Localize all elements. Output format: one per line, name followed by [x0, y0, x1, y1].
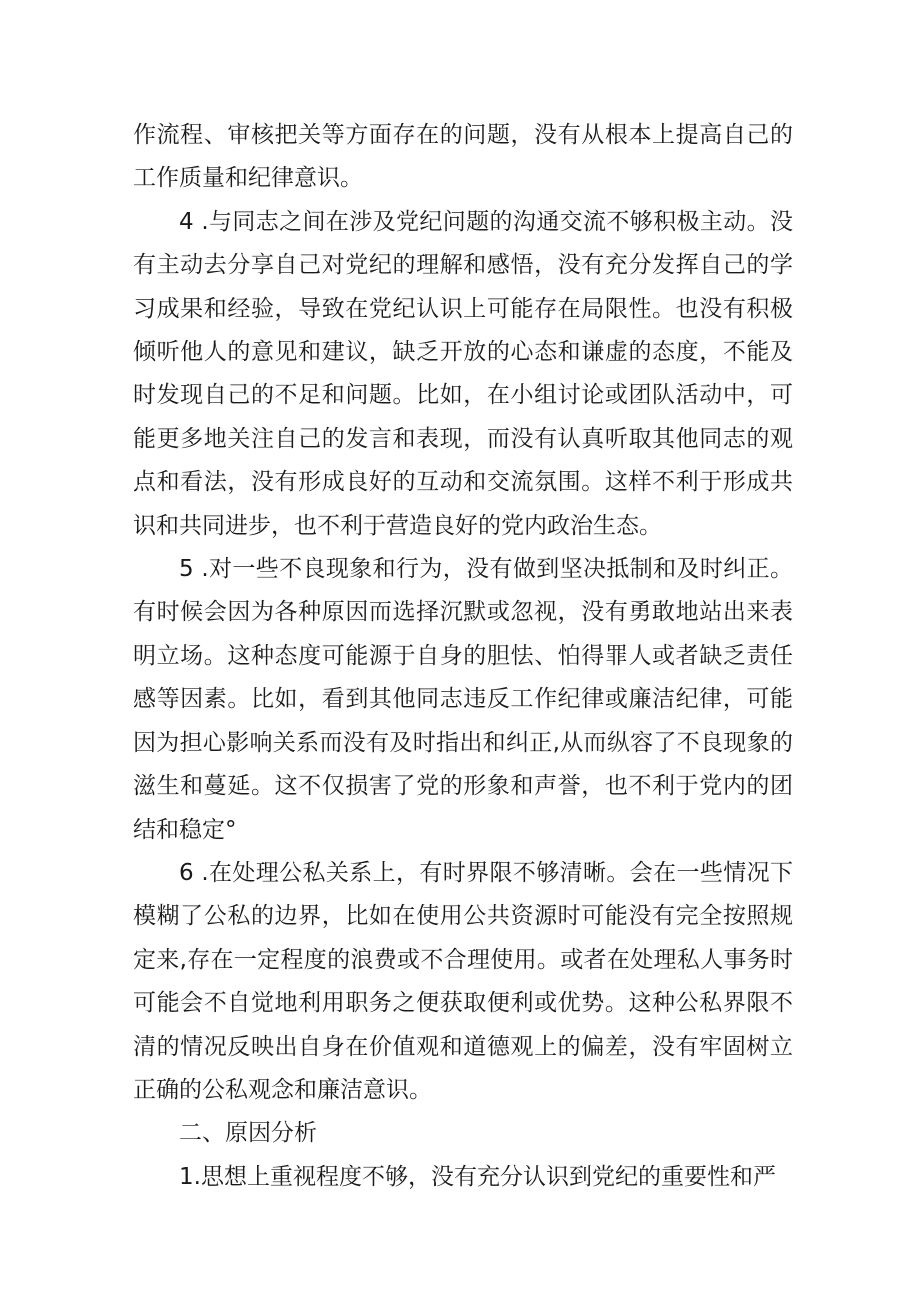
- document-body: [133, 114, 793, 1199]
- section-heading-cause-analysis: 二、原因分析: [179, 1120, 317, 1147]
- paragraph-continuation: 作流程、审核把关等方面存在的问题，没有从根本上提高自己的工作质量和纪律意识。: [133, 122, 793, 192]
- paragraph-item-4: 4 .与同志之间在涉及党纪问题的沟通交流不够积极主动。没有主动去分享自己对党纪的理解和感悟，没有充分发挥自己的学习成果和经验，导致在党纪认识上可能存在局限性。也没有积极倾听他人的意见和建议，缺乏开放的心态和谦虚的态度，不能及时发现自己的不足和问题。比如，在小组讨论或团队活动中，可能更多地关注自己的发言和表现，而没有认真听取其他同志的观点和看法，没有形成良好的互动和交流氛围。这样不利于形成共识和共同进步，也不利于营造良好的党内政治生态。: [133, 208, 793, 539]
- paragraph-item-5: 5 .对一些不良现象和行为，没有做到坚决抵制和及时纠正。有时候会因为各种原因而选择沉默或忽视，没有勇敢地站出来表明立场。这种态度可能源于自身的胆怯、怕得罪人或者缺乏责任感等因素。比如，看到其他同志违反工作纪律或廉洁纪律，可能因为担心影响关系而没有及时指出和纠正,从而纵容了不良现象的滋生和蔓延。这不仅损害了党的形象和声誉，也不利于党内的团结和稳定°: [133, 556, 793, 843]
- paragraph-item-6: 6 .在处理公私关系上，有时界限不够清晰。会在一些情况下模糊了公私的边界，比如在使用公共资源时可能没有完全按照规定来,存在一定程度的浪费或不合理使用。或者在处理私人事务时可能会不自觉地利用职务之便获取便利或优势。这种公私界限不清的情况反映出自身在价值观和道德观上的偏差，没有牢固树立正确的公私观念和廉洁意识。: [133, 859, 793, 1103]
- paragraph-cause-1: 1.思想上重视程度不够，没有充分认识到党纪的重要性和严: [179, 1163, 776, 1190]
